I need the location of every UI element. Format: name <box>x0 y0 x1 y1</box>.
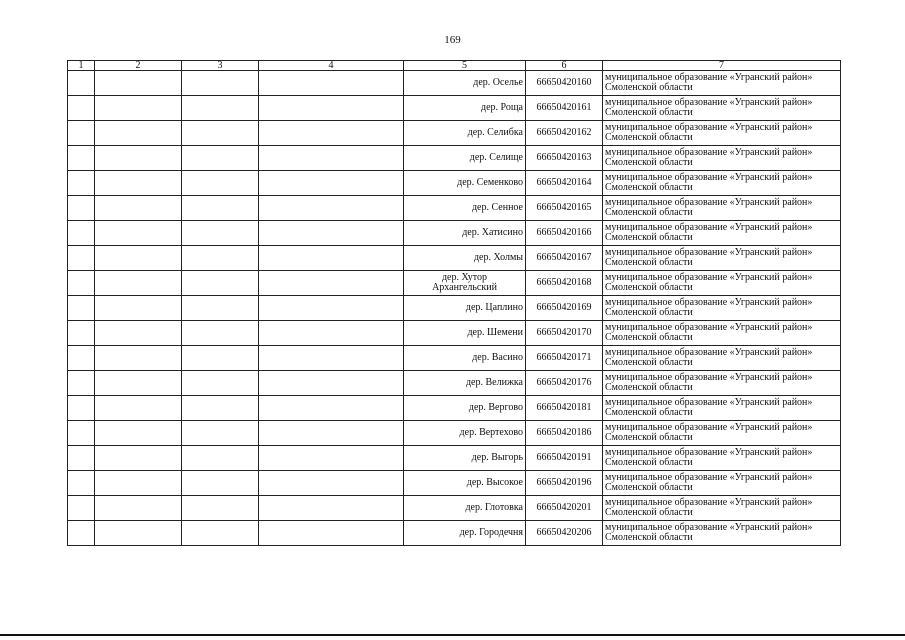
cell-col1 <box>68 321 95 346</box>
cell-col1 <box>68 196 95 221</box>
cell-col2 <box>95 221 182 246</box>
oktmo-code: 66650420201 <box>526 496 603 521</box>
cell-col4 <box>259 496 404 521</box>
cell-col1 <box>68 96 95 121</box>
cell-col3 <box>182 396 259 421</box>
municipality <box>603 121 841 146</box>
cell-col3 <box>182 171 259 196</box>
cell-col1 <box>68 371 95 396</box>
cell-col4 <box>259 221 404 246</box>
table-row <box>68 146 841 171</box>
settlement-name: дер. Глотовка <box>404 496 526 521</box>
oktmo-code: 66650420161 <box>526 96 603 121</box>
municipality-line1: муниципальное образование «Угранский район» <box>605 122 813 133</box>
settlement-name: дер. Хатисино <box>404 221 526 246</box>
settlement-name: дер. Васино <box>404 346 526 371</box>
column-header-2: 2 <box>95 61 182 71</box>
municipality-line1: муниципальное образование «Угранский район» <box>605 247 813 258</box>
municipality <box>603 296 841 321</box>
municipality-line2: Смоленской области <box>605 157 693 168</box>
settlement-name: дер. Шемени <box>404 321 526 346</box>
cell-col4 <box>259 296 404 321</box>
municipality-line2: Смоленской области <box>605 382 693 393</box>
municipality <box>603 196 841 221</box>
municipality <box>603 521 841 546</box>
column-header-5: 5 <box>404 61 526 71</box>
municipality-line2: Смоленской области <box>605 507 693 518</box>
oktmo-code: 66650420162 <box>526 121 603 146</box>
cell-col2 <box>95 321 182 346</box>
municipality-line2: Смоленской области <box>605 232 693 243</box>
cell-col3 <box>182 71 259 96</box>
cell-col1 <box>68 171 95 196</box>
oktmo-code: 66650420163 <box>526 146 603 171</box>
table-row <box>68 521 841 546</box>
municipality-line1: муниципальное образование «Угранский район» <box>605 322 813 333</box>
cell-col2 <box>95 446 182 471</box>
cell-col3 <box>182 371 259 396</box>
cell-col3 <box>182 221 259 246</box>
settlement-name: дер. Семенково <box>404 171 526 196</box>
cell-col2 <box>95 371 182 396</box>
settlement-name: дер. Высокое <box>404 471 526 496</box>
municipality <box>603 246 841 271</box>
municipality <box>603 421 841 446</box>
column-header-6: 6 <box>526 61 603 71</box>
settlement-name: дер. Сенное <box>404 196 526 221</box>
cell-col4 <box>259 371 404 396</box>
cell-col2 <box>95 196 182 221</box>
cell-col4 <box>259 521 404 546</box>
cell-col3 <box>182 321 259 346</box>
oktmo-code: 66650420176 <box>526 371 603 396</box>
cell-col3 <box>182 146 259 171</box>
municipality-line1: муниципальное образование «Угранский район» <box>605 272 813 283</box>
cell-col1 <box>68 496 95 521</box>
municipality <box>603 146 841 171</box>
table-row <box>68 96 841 121</box>
table-row <box>68 371 841 396</box>
table-row <box>68 496 841 521</box>
municipality <box>603 171 841 196</box>
cell-col4 <box>259 396 404 421</box>
column-header-1: 1 <box>68 61 95 71</box>
municipality-line1: муниципальное образование «Угранский район» <box>605 397 813 408</box>
cell-col4 <box>259 446 404 471</box>
oktmo-code: 66650420170 <box>526 321 603 346</box>
cell-col2 <box>95 96 182 121</box>
cell-col3 <box>182 421 259 446</box>
cell-col3 <box>182 496 259 521</box>
municipality-line2: Смоленской области <box>605 332 693 343</box>
cell-col2 <box>95 296 182 321</box>
table-row <box>68 471 841 496</box>
table-row <box>68 396 841 421</box>
cell-col4 <box>259 471 404 496</box>
settlement-name: дер. Городечня <box>404 521 526 546</box>
municipality-line2: Смоленской области <box>605 532 693 543</box>
cell-col2 <box>95 421 182 446</box>
settlement-name <box>404 271 526 296</box>
table-row <box>68 121 841 146</box>
cell-col2 <box>95 246 182 271</box>
municipality-line2: Смоленской области <box>605 407 693 418</box>
cell-col2 <box>95 171 182 196</box>
table-row <box>68 171 841 196</box>
settlement-name: дер. Вертехово <box>404 421 526 446</box>
municipality-line2: Смоленской области <box>605 82 693 93</box>
oktmo-code: 66650420168 <box>526 271 603 296</box>
settlement-name: дер. Цаплино <box>404 296 526 321</box>
table-row <box>68 246 841 271</box>
table-row <box>68 296 841 321</box>
municipality-line1: муниципальное образование «Угранский район» <box>605 472 813 483</box>
oktmo-code: 66650420166 <box>526 221 603 246</box>
cell-col3 <box>182 446 259 471</box>
oktmo-code: 66650420169 <box>526 296 603 321</box>
cell-col1 <box>68 221 95 246</box>
municipality-line1: муниципальное образование «Угранский район» <box>605 447 813 458</box>
municipality <box>603 71 841 96</box>
municipality <box>603 396 841 421</box>
cell-col2 <box>95 471 182 496</box>
municipality-line2: Смоленской области <box>605 207 693 218</box>
cell-col4 <box>259 196 404 221</box>
settlement-name: дер. Селибка <box>404 121 526 146</box>
table-row <box>68 421 841 446</box>
settlement-name: дер. Холмы <box>404 246 526 271</box>
municipality-line1: муниципальное образование «Угранский район» <box>605 97 813 108</box>
municipality <box>603 446 841 471</box>
municipality-line1: муниципальное образование «Угранский район» <box>605 197 813 208</box>
column-header-4: 4 <box>259 61 404 71</box>
table-row <box>68 446 841 471</box>
cell-col3 <box>182 521 259 546</box>
cell-col4 <box>259 121 404 146</box>
cell-col1 <box>68 121 95 146</box>
cell-col1 <box>68 521 95 546</box>
municipality-line1: муниципальное образование «Угранский район» <box>605 422 813 433</box>
cell-col1 <box>68 421 95 446</box>
cell-col1 <box>68 296 95 321</box>
municipality <box>603 346 841 371</box>
header-row <box>68 61 841 71</box>
municipality-line2: Смоленской области <box>605 357 693 368</box>
cell-col4 <box>259 171 404 196</box>
cell-col4 <box>259 71 404 96</box>
cell-col1 <box>68 271 95 296</box>
municipality-line2: Смоленской области <box>605 282 693 293</box>
oktmo-code: 66650420164 <box>526 171 603 196</box>
municipality-line1: муниципальное образование «Угранский район» <box>605 297 813 308</box>
settlement-name: дер. Роща <box>404 96 526 121</box>
municipality <box>603 321 841 346</box>
oktmo-code: 66650420196 <box>526 471 603 496</box>
municipality <box>603 271 841 296</box>
column-header-7: 7 <box>603 61 841 71</box>
municipality-line1: муниципальное образование «Угранский район» <box>605 372 813 383</box>
cell-col3 <box>182 296 259 321</box>
oktmo-code: 66650420191 <box>526 446 603 471</box>
scan-edge-line <box>0 634 905 636</box>
oktmo-code: 66650420181 <box>526 396 603 421</box>
column-header-3: 3 <box>182 61 259 71</box>
municipality-line2: Смоленской области <box>605 257 693 268</box>
settlement-name: дер. Велижка <box>404 371 526 396</box>
cell-col2 <box>95 521 182 546</box>
cell-col1 <box>68 146 95 171</box>
municipality-line1: муниципальное образование «Угранский район» <box>605 497 813 508</box>
municipality-line1: муниципальное образование «Угранский район» <box>605 222 813 233</box>
cell-col2 <box>95 271 182 296</box>
table-row <box>68 346 841 371</box>
municipality-line1: муниципальное образование «Угранский район» <box>605 72 813 83</box>
settlements-table <box>67 60 841 546</box>
table-row <box>68 71 841 96</box>
table-row <box>68 196 841 221</box>
settlement-name-line2: Архангельский <box>432 282 497 293</box>
cell-col4 <box>259 271 404 296</box>
oktmo-code: 66650420165 <box>526 196 603 221</box>
cell-col4 <box>259 96 404 121</box>
oktmo-code: 66650420186 <box>526 421 603 446</box>
settlement-name: дер. Выгорь <box>404 446 526 471</box>
cell-col3 <box>182 196 259 221</box>
cell-col3 <box>182 471 259 496</box>
cell-col4 <box>259 321 404 346</box>
municipality-line1: муниципальное образование «Угранский район» <box>605 147 813 158</box>
cell-col2 <box>95 121 182 146</box>
oktmo-code: 66650420160 <box>526 71 603 96</box>
municipality-line2: Смоленской области <box>605 457 693 468</box>
cell-col1 <box>68 71 95 96</box>
settlement-name: дер. Селище <box>404 146 526 171</box>
municipality-line1: муниципальное образование «Угранский район» <box>605 522 813 533</box>
municipality <box>603 371 841 396</box>
cell-col2 <box>95 496 182 521</box>
municipality-line1: муниципальное образование «Угранский район» <box>605 347 813 358</box>
municipality <box>603 471 841 496</box>
municipality-line2: Смоленской области <box>605 182 693 193</box>
cell-col3 <box>182 246 259 271</box>
settlement-name-line1: дер. Хутор <box>441 272 488 283</box>
cell-col2 <box>95 146 182 171</box>
cell-col1 <box>68 446 95 471</box>
municipality-line2: Смоленской области <box>605 107 693 118</box>
cell-col3 <box>182 346 259 371</box>
page-number: 169 <box>444 34 461 46</box>
oktmo-code: 66650420171 <box>526 346 603 371</box>
municipality-line2: Смоленской области <box>605 132 693 143</box>
cell-col2 <box>95 346 182 371</box>
table-row <box>68 321 841 346</box>
cell-col3 <box>182 96 259 121</box>
municipality <box>603 221 841 246</box>
cell-col2 <box>95 71 182 96</box>
settlement-name: дер. Вергово <box>404 396 526 421</box>
municipality <box>603 496 841 521</box>
table-row <box>68 271 841 296</box>
settlement-name: дер. Оселье <box>404 71 526 96</box>
cell-col3 <box>182 121 259 146</box>
municipality-line2: Смоленской области <box>605 307 693 318</box>
municipality <box>603 96 841 121</box>
cell-col4 <box>259 346 404 371</box>
cell-col4 <box>259 421 404 446</box>
cell-col1 <box>68 396 95 421</box>
cell-col1 <box>68 246 95 271</box>
cell-col2 <box>95 396 182 421</box>
oktmo-code: 66650420206 <box>526 521 603 546</box>
cell-col3 <box>182 271 259 296</box>
cell-col1 <box>68 471 95 496</box>
municipality-line1: муниципальное образование «Угранский район» <box>605 172 813 183</box>
cell-col1 <box>68 346 95 371</box>
cell-col4 <box>259 246 404 271</box>
oktmo-code: 66650420167 <box>526 246 603 271</box>
municipality-line2: Смоленской области <box>605 432 693 443</box>
cell-col4 <box>259 146 404 171</box>
table-row <box>68 221 841 246</box>
municipality-line2: Смоленской области <box>605 482 693 493</box>
